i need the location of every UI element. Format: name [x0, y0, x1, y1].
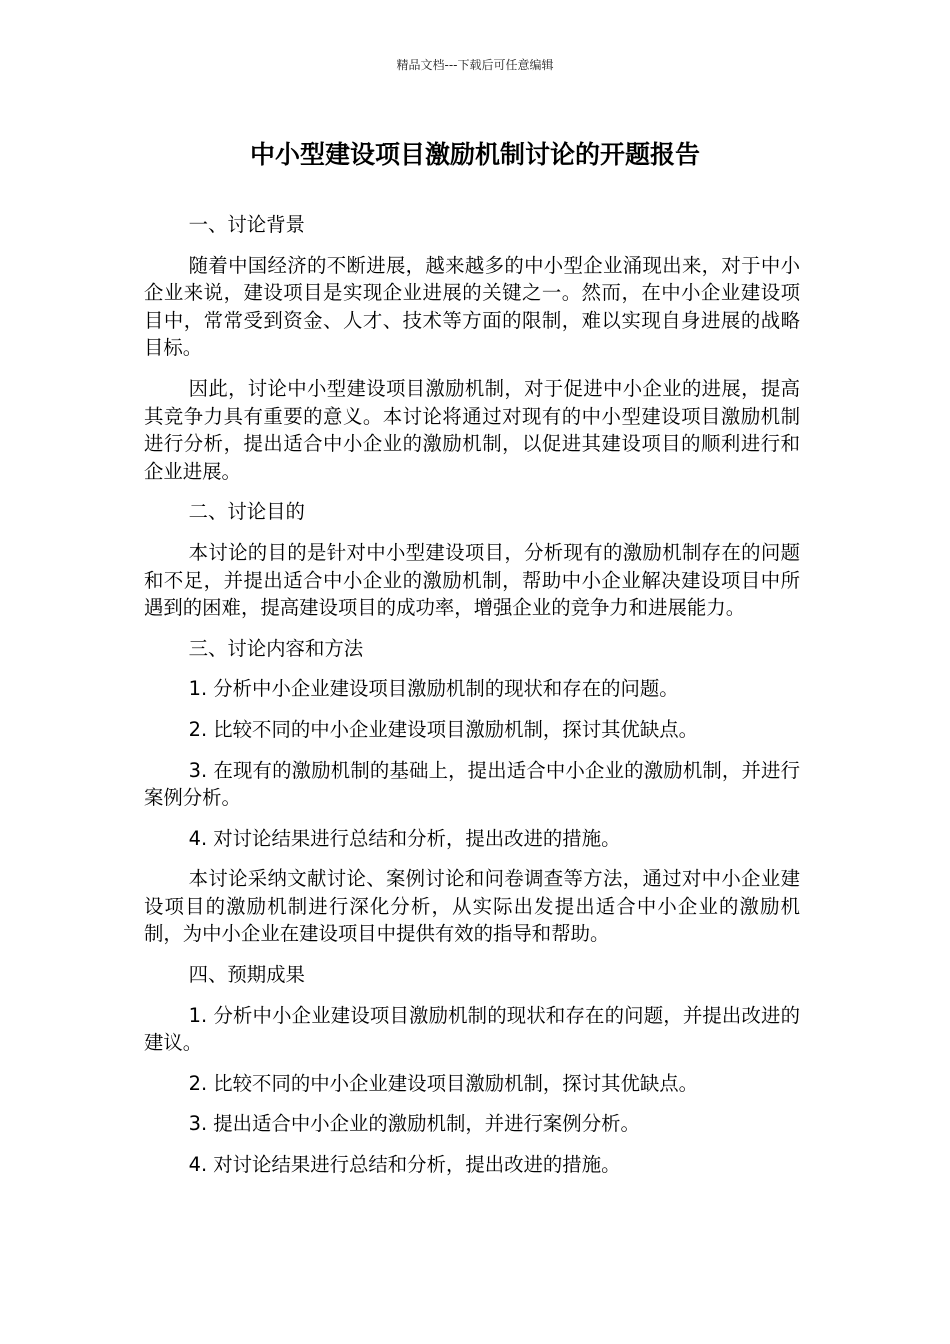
list-item: 3. 在现有的激励机制的基础上，提出适合中小企业的激励机制，并进行案例分析。 [144, 758, 800, 810]
paragraph: 本讨论采纳文献讨论、案例讨论和问卷调查等方法，通过对中小企业建设项目的激励机制进行深化分析，从实际出发提出适合中小企业的激励机制，为中小企业在建设项目中提供有效的指导和帮助。 [144, 867, 800, 946]
list-item: 4. 对讨论结果进行总结和分析，提出改进的措施。 [188, 1153, 621, 1177]
list-item: 2. 比较不同的中小企业建设项目激励机制，探讨其优缺点。 [188, 1071, 699, 1095]
list-item: 1. 分析中小企业建设项目激励机制的现状和存在的问题，并提出改进的建议。 [144, 1003, 800, 1055]
section-heading-expected-results: 四、预期成果 [188, 963, 305, 987]
section-heading-background: 一、讨论背景 [188, 213, 305, 236]
page-header: 精品文档---下载后可任意编辑 [396, 58, 554, 72]
document-body [144, 211, 800, 1192]
paragraph: 因此，讨论中小型建设项目激励机制，对于促进中小企业的进展，提高其竞争力具有重要的意义。本讨论将通过对现有的中小型建设项目激励机制进行分析，提出适合中小企业的激励机制，以促进其建设项目的顺利进行和企业进展。 [144, 376, 800, 483]
list-item: 3. 提出适合中小企业的激励机制，并进行案例分析。 [188, 1112, 640, 1136]
section-heading-purpose: 二、讨论目的 [188, 500, 305, 524]
paragraph: 随着中国经济的不断进展，越来越多的中小型企业涌现出来，对于中小企业来说，建设项目是实现企业进展的关键之一。然而，在中小企业建设项目中，常常受到资金、人才、技术等方面的限制，难以实现自身进展的战略目标。 [144, 253, 800, 360]
list-item: 2. 比较不同的中小企业建设项目激励机制，探讨其优缺点。 [188, 717, 699, 741]
section-heading-content-methods: 三、讨论内容和方法 [188, 636, 364, 660]
list-item: 1. 分析中小企业建设项目激励机制的现状和存在的问题。 [188, 677, 679, 701]
document-title: 中小型建设项目激励机制讨论的开题报告 [249, 140, 700, 169]
paragraph: 本讨论的目的是针对中小型建设项目，分析现有的激励机制存在的问题和不足，并提出适合中小企业的激励机制，帮助中小企业解决建设项目中所遇到的困难，提高建设项目的成功率，增强企业的竞争力和进展能力。 [144, 540, 800, 620]
list-item: 4. 对讨论结果进行总结和分析，提出改进的措施。 [188, 826, 621, 850]
